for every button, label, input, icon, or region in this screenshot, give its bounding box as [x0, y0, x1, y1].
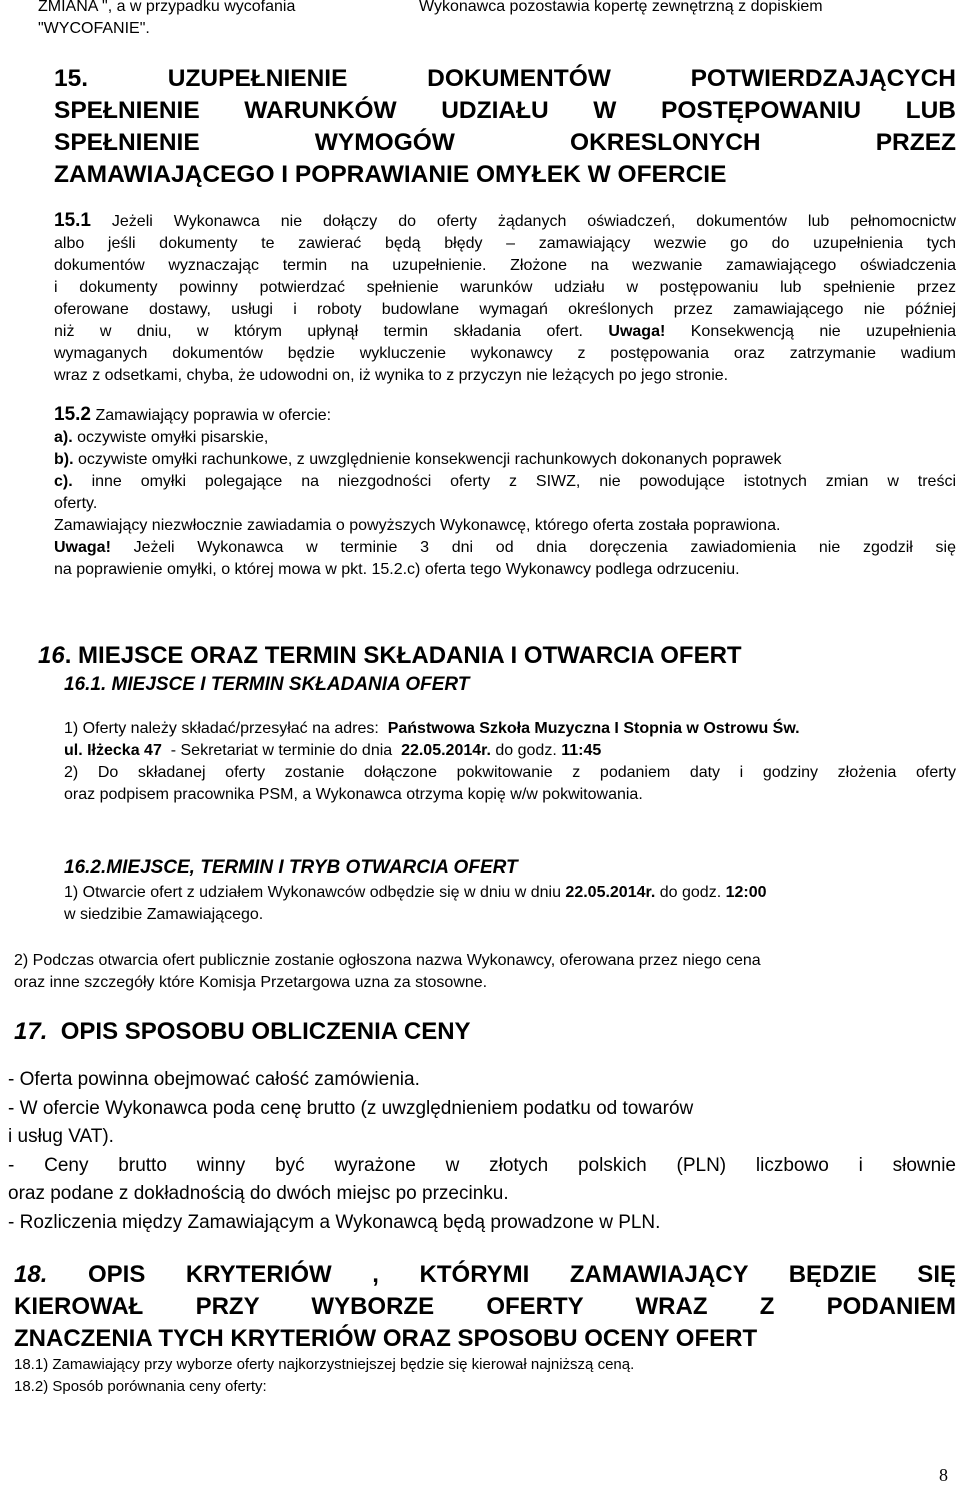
section-16-2-content: 1) Otwarcie ofert z udziałem Wykonawców odbędzie się w dniu w dniu 22.05.2014r. do godz. 12:00 w siedzibie Zamawiającego.: [64, 884, 767, 923]
list-item-c: c). inne omyłki polegające na niezgodności oferty z SIWZ, nie powodujące istotnych zmian w treści: [54, 473, 956, 490]
section-16-2-subheading: 16.2.MIEJSCE, TERMIN I TRYB OTWARCIA OFERT: [64, 857, 518, 878]
section-15-1-paragraph: 15.1 Jeżeli Wykonawca nie dołączy do oferty żądanych oświadczeń, dokumentów lub pełnomocnictw albo jeśli dokumenty te zawierać będą błędy – zamawiający wezwie go do uzupełnienia tych dokumentów wyznaczając termin na uzupełnienie. Złożone na wezwanie zamawiającego oświadczenia i dokumenty powinny potwierdzać spełnienie warunków udziału w postępowaniu lub spełnienie przez oferowane dostawy, usługi i roboty budowlane wymagań określonych przez zamawiającego nie później niż w dniu, w którym upłynął termin składania ofert. Uwaga! Konsekwencją nie uzupełnienia wymaganych dokumentów będzie wykluczenie wykonawcy z postępowania oraz zatrzymanie wadium wraz z odsetkami, chyba, że udowodni on, iż wynika to z przyczyn nie leżących po jego stronie.: [54, 210, 956, 384]
top-left-text: ZMIANA ", a w przypadku wycofania "WYCOFANIE".: [38, 0, 296, 37]
section-16-heading: 16. MIEJSCE ORAZ TERMIN SKŁADANIA I OTWARCIA OFERT: [38, 642, 742, 669]
section-16-1-subheading: 16.1. MIEJSCE I TERMIN SKŁADANIA OFERT: [64, 674, 470, 695]
uwaga-label: Uwaga!: [608, 323, 666, 340]
section-15-heading: 15. UZUPEŁNIENIE DOKUMENTÓW POTWIERDZAJĄCYCH SPEŁNIENIE WARUNKÓW UDZIAŁU W POSTĘPOWANIU LUB SPEŁNIENIE WYMOGÓW OKRESLONYCH PRZEZ ZAMAWIAJĄCEGO I POPRAWIANIE OMYŁEK W OFERCIE: [54, 65, 956, 188]
list-item-b: b). oczywiste omyłki rachunkowe, z uwzględnienie konsekwencji rachunkowych dokonanych poprawek: [54, 451, 782, 468]
section-18-content: 18.1) Zamawiający przy wyborze oferty najkorzystniejszej będzie się kierował najniższą ceną. 18.2) Sposób porównania ceny oferty:: [14, 1356, 635, 1395]
top-right-text: Wykonawca pozostawia kopertę zewnętrzną z dopiskiem: [419, 0, 823, 15]
section-15-2: 15.2 Zamawiający poprawia w ofercie: a). oczywiste omyłki pisarskie, b). oczywiste omyłki rachunkowe, z uwzględnienie konsekwencji rachunkowych dokonanych poprawek c). inne omyłki polegające na niezgodności oferty z SIWZ, nie powodujące istotnych zmian w treści oferty. Zamawiający niezwłocznie zawiadamia o powyższych Wykonawcę, którego oferta została poprawiona. Uwaga! Jeżeli Wykonawca w terminie 3 dni od dnia doręczenia zawiadomienia nie zgodził się na poprawienie omyłki, o której mowa w pkt. 15.2.c) oferta tego Wykonawcy podlega odrzuceniu.: [54, 404, 956, 578]
section-18-heading: 18. OPIS KRYTERIÓW , KTÓRYMI ZAMAWIAJĄCY BĘDZIE SIĘ KIEROWAŁ PRZY WYBORZE OFERTY WRAZ Z PODANIEM ZNACZENIA TYCH KRYTERIÓW ORAZ SPOSOBU OCENY OFERT: [14, 1261, 956, 1352]
list-item-a: a). oczywiste omyłki pisarskie,: [54, 429, 269, 446]
section-17-list: - Oferta powinna obejmować całość zamówienia. - W ofercie Wykonawca poda cenę brutto (z uwzględnieniem podatku od towarów i usług VAT). - Ceny brutto winny być wyrażone w złotych polskich (PLN) liczbowo i słownie oraz podane z dokładnością do dwóch miejsc po przecinku. - Rozliczenia między Zamawiającym a Wykonawcą będą prowadzone w PLN.: [8, 1069, 956, 1233]
section-16-2-point-2: 2) Podczas otwarcia ofert publicznie zostanie ogłoszona nazwa Wykonawcy, oferowana przez niego cena oraz inne szczegóły które Komisja Przetargowa uzna za stosowne.: [14, 952, 761, 991]
para-number: 15.1: [54, 210, 91, 231]
section-16-1-content: 1) Oferty należy składać/przesyłać na adres: Państwowa Szkoła Muzyczna I Stopnia w Ostrowu Św. ul. Iłżecka 47 - Sekretariat w terminie do dnia 22.05.2014r. do godz. 11:45 2) Do składanej oferty zostanie dołączone pokwitowanie z podaniem daty i godziny złożenia oferty oraz podpisem pracownika PSM, a Wykonawca otrzyma kopię w/w pokwitowania.: [64, 720, 956, 803]
section-17-heading: 17. OPIS SPOSOBU OBLICZENIA CENY: [14, 1018, 471, 1045]
page-number: 8: [939, 1465, 948, 1485]
